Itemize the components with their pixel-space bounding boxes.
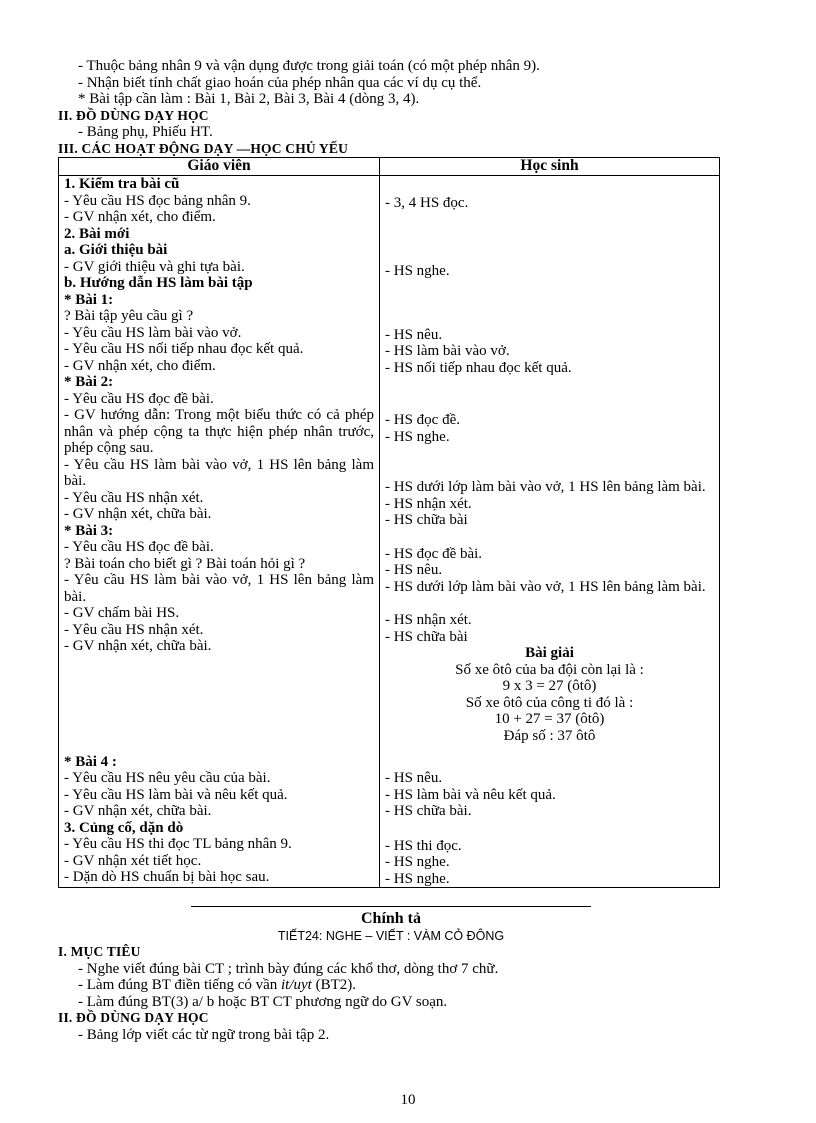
section-2b-title: b. Hướng dẫn HS làm bài tập: [64, 275, 253, 291]
gv-line: - GV hướng dẫn: Trong một biểu thức có cả phép nhân và phép cộng ta thực hiện phép nhân trước, phép cộng sau.: [64, 407, 374, 456]
gv-line: - Yêu cầu HS đọc bảng nhân 9.: [64, 192, 251, 209]
gv-line: - GV nhận xét, chữa bài.: [64, 638, 212, 654]
hs-line: - HS chữa bài.: [385, 803, 472, 819]
page-number: 10: [400, 1092, 416, 1108]
gv-line: - Yêu cầu HS thi đọc TL bảng nhân 9.: [64, 836, 292, 852]
lesson-subtitle: TIẾT24: NGHE – VIẾT : VÀM CỎ ĐÔNG: [277, 928, 505, 943]
hs-line: - HS nhận xét.: [385, 612, 472, 628]
hs-line: - HS nhận xét.: [385, 495, 472, 512]
activities-table: [58, 157, 720, 888]
hs-line: - HS chữa bài: [385, 628, 468, 645]
hs-line: - HS nghe.: [385, 854, 450, 870]
hs-line: - HS làm bài vào vở.: [385, 343, 510, 359]
gv-line: - Yêu cầu HS đọc đề bài.: [64, 390, 214, 407]
hs-line: - HS làm bài và nêu kết quả.: [385, 786, 556, 803]
teacher-column: [59, 176, 380, 888]
gv-line: - GV nhận xét, chữa bài.: [64, 506, 212, 522]
spacer: [64, 655, 374, 754]
hs-line: - HS thi đọc.: [385, 837, 462, 854]
gv-line: - Yêu cầu HS làm bài vào vở, 1 HS lên bảng làm bài.: [64, 456, 374, 489]
solution-line: Số xe ôtô của công ti đó là :: [465, 694, 634, 711]
gv-line: ? Bài toán cho biết gì ? Bài toán hỏi gì ?: [64, 555, 306, 572]
gv-line: - Yêu cầu HS làm bài và nêu kết quả.: [64, 786, 288, 803]
section-3-heading: III. CÁC HOẠT ĐỘNG DẠY —HỌC CHỦ YẾU: [58, 140, 349, 156]
hs-line: - HS nêu.: [385, 326, 443, 343]
intro-line-3: * Bài tập cần làm : Bài 1, Bài 2, Bài 3, Bài 4 (dòng 3, 4).: [78, 91, 420, 107]
exercise-4-title: * Bài 4 :: [64, 753, 117, 770]
gv-line: - GV nhận xét, cho điểm.: [64, 357, 216, 374]
lesson-line: - Nghe viết đúng bài CT ; trình bày đúng các khổ thơ, dòng thơ 7 chữ.: [78, 960, 499, 977]
hs-line: - 3, 4 HS đọc.: [385, 194, 469, 211]
hs-line: - HS nêu.: [385, 562, 443, 578]
rhyme-text: it/uyt: [281, 977, 312, 993]
gv-line: - Yêu cầu HS nối tiếp nhau đọc kết quả.: [64, 341, 304, 357]
gv-line: - GV giới thiệu và ghi tựa bài.: [64, 258, 245, 275]
document-page: [58, 58, 724, 1043]
section-2-line: - Bảng phụ, Phiếu HT.: [78, 124, 213, 140]
hs-line: - HS nghe.: [385, 263, 450, 279]
intro-line-1: - Thuộc bảng nhân 9 và vận dụng được trong giải toán (có một phép nhân 9).: [78, 58, 540, 74]
gv-line: - GV nhận xét, chữa bài.: [64, 803, 212, 819]
hs-line: - HS nghe.: [385, 870, 450, 887]
lesson-line: - Bảng lớp viết các từ ngữ trong bài tập 2.: [78, 1026, 330, 1043]
gv-line: - Yêu cầu HS làm bài vào vở, 1 HS lên bảng làm bài.: [64, 572, 374, 605]
gv-line: - Dặn dò HS chuẩn bị bài học sau.: [64, 869, 270, 885]
solution-title: Bài giải: [525, 645, 574, 661]
student-column: [380, 176, 720, 888]
solution-line: 9 x 3 = 27 (ôtô): [502, 678, 597, 694]
section-3-title: 3. Củng cố, dặn dò: [64, 819, 184, 836]
header-student: Học sinh: [380, 158, 720, 176]
solution-line: Số xe ôtô của ba đội còn lại là :: [455, 661, 644, 678]
section-2a-title: a. Giới thiệu bài: [64, 242, 168, 258]
gv-line: - GV nhận xét tiết học.: [64, 852, 202, 869]
section-2-heading: II. ĐỒ DÙNG DẠY HỌC: [58, 107, 209, 123]
hs-line: - HS đọc đề bài.: [385, 545, 483, 562]
lesson-section-1-heading: I. MỤC TIÊU: [58, 944, 141, 959]
solution-answer: Đáp số : 37 ôtô: [503, 727, 596, 744]
section-2-title: 2. Bài mới: [64, 225, 130, 242]
hs-line: - HS nghe.: [385, 428, 450, 445]
gv-line: - Yêu cầu HS đọc đề bài.: [64, 539, 214, 555]
gv-line: - Yêu cầu HS nhận xét.: [64, 621, 204, 638]
exercise-3-title: * Bài 3:: [64, 522, 114, 539]
gv-line: - Yêu cầu HS làm bài vào vở.: [64, 324, 242, 341]
intro-line-2: - Nhận biết tính chất giao hoán của phép nhân qua các ví dụ cụ thể.: [78, 74, 482, 91]
gv-line: - Yêu cầu HS nêu yêu cầu của bài.: [64, 770, 271, 786]
hs-line: - HS nối tiếp nhau đọc kết quả.: [385, 359, 572, 376]
hs-line: - HS dưới lớp làm bài vào vở, 1 HS lên bảng làm bài.: [385, 479, 706, 495]
hs-line: - HS đọc đề.: [385, 412, 460, 428]
hs-line: - HS nêu.: [385, 770, 443, 786]
hs-line: - HS chữa bài: [385, 512, 468, 528]
exercise-1-title: * Bài 1:: [64, 291, 114, 308]
solution-line: 10 + 27 = 37 (ôtô): [494, 711, 605, 727]
section-1-title: 1. Kiểm tra bài cũ: [64, 176, 180, 192]
hs-line: - HS dưới lớp làm bài vào vở, 1 HS lên bảng làm bài.: [385, 578, 706, 595]
gv-line: ? Bài tập yêu cầu gì ?: [64, 308, 194, 324]
gv-line: - Yêu cầu HS nhận xét.: [64, 489, 204, 506]
divider: [191, 906, 591, 907]
gv-line: - GV nhận xét, cho điểm.: [64, 209, 216, 225]
lesson-title: Chính tả: [360, 910, 422, 927]
lesson-line: - Làm đúng BT điền tiếng có vần it/uyt (BT2).: [78, 977, 357, 993]
header-teacher: Giáo viên: [59, 158, 380, 176]
lesson-section-2-heading: II. ĐỒ DÙNG DẠY HỌC: [58, 1010, 209, 1025]
lesson-line: - Làm đúng BT(3) a/ b hoặc BT CT phương ngữ do GV soạn.: [78, 993, 448, 1010]
gv-line: - GV chấm bài HS.: [64, 605, 180, 621]
exercise-2-title: * Bài 2:: [64, 374, 114, 390]
